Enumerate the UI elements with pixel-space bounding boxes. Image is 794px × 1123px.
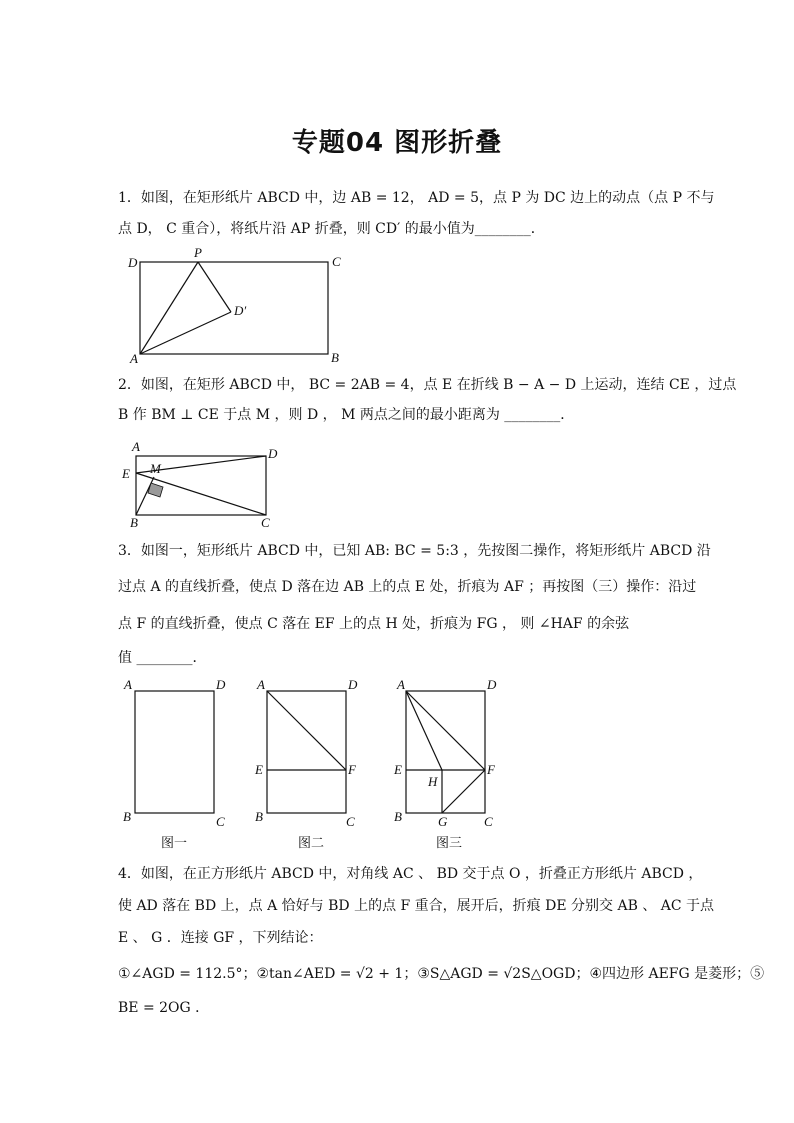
label-d: D <box>128 255 138 270</box>
problem-3-line-1: 3．如图一，矩形纸片 ABCD 中，已知 AB: BC = 5:3 ，先按图二操作，将矩形纸片 ABCD 沿 <box>118 543 711 559</box>
figure-3-fold-af <box>406 691 485 770</box>
fig1-label-d: D <box>216 677 226 692</box>
label-a: A <box>132 439 140 454</box>
problem-4-line-1: 4．如图，在正方形纸片 ABCD 中，对角线 AC 、 BD 交于点 O ，折叠正方形纸片 ABCD ， <box>118 866 703 882</box>
fig1-label-c: C <box>216 814 225 829</box>
fig2-label-b: B <box>255 809 263 824</box>
page-title: 专题04 图形折叠 <box>291 128 503 158</box>
label-c: C <box>261 515 270 530</box>
label-p: P <box>194 245 202 260</box>
problem-4-line-3: E 、 G ．连接 GF ，下列结论： <box>118 930 323 946</box>
fig1-label-a: A <box>124 677 132 692</box>
right-angle-mark <box>148 483 163 497</box>
problem-4-line-2: 使 AD 落在 BD 上，点 A 恰好与 BD 上的点 F 重合，展开后，折痕 DE 分别交 AB 、 AC 于点 <box>118 898 715 914</box>
fig3-label-e: E <box>394 762 402 777</box>
problem-1-figure <box>118 245 348 370</box>
figure-3-rectangle <box>406 691 485 813</box>
fig1-label-b: B <box>123 809 131 824</box>
problem-4-line-4: ①∠AGD = 112.5°；②tan∠AED = √2 + 1；③S△AGD = √2S△OGD；④四边形 AEFG 是菱形；⑤ <box>118 966 765 982</box>
caption-figure-2: 图二 <box>298 835 325 850</box>
fig3-label-c: C <box>484 814 493 829</box>
fig3-label-f: F <box>487 762 495 777</box>
figure-2-fold-af <box>267 691 346 770</box>
caption-figure-3: 图三 <box>436 835 463 850</box>
problem-1-line-2: 点 D， C 重合），将纸片沿 AP 折叠，则 CD′ 的最小值为________． <box>118 221 545 237</box>
fig2-label-a: A <box>257 677 265 692</box>
fig3-label-g: G <box>438 814 448 829</box>
caption-figure-1: 图一 <box>161 835 188 850</box>
label-d: D <box>268 446 278 461</box>
fig3-label-b: B <box>394 809 402 824</box>
problem-3-line-4: 值 ________． <box>118 650 207 666</box>
problem-3-figures <box>118 675 518 855</box>
problem-2-line-1: 2．如图，在矩形 ABCD 中， BC = 2AB = 4，点 E 在折线 B − A − D 上运动，连结 CE ，过点 <box>118 377 737 393</box>
problem-3-line-3: 点 F 的直线折叠，使点 C 落在 EF 上的点 H 处，折痕为 FG ， 则 ∠HAF 的余弦 <box>118 616 630 632</box>
label-b: B <box>331 350 339 365</box>
fig2-label-e: E <box>255 762 263 777</box>
fig2-label-d: D <box>348 677 358 692</box>
figure-2-rectangle <box>267 691 346 813</box>
fig3-label-d: D <box>487 677 497 692</box>
problem-1-line-1: 1．如图，在矩形纸片 ABCD 中，边 AB = 12， AD = 5，点 P 为 DC 边上的动点（点 P 不与 <box>118 190 715 206</box>
problem-3-line-2: 过点 A 的直线折叠，使点 D 落在边 AB 上的点 E 处，折痕为 AF ；再按图（三）操作：沿过 <box>118 579 697 595</box>
label-a: A <box>130 351 138 366</box>
fig2-label-c: C <box>346 814 355 829</box>
problem-4-line-5: BE = 2OG ． <box>118 1000 210 1016</box>
label-m: M <box>150 461 161 476</box>
label-c: C <box>332 254 341 269</box>
figure-3-fold-fg <box>442 770 485 813</box>
fig3-label-h: H <box>428 774 438 789</box>
problem-2-figure <box>118 440 288 532</box>
fig2-label-f: F <box>348 762 356 777</box>
problem-2-line-2: B 作 BM ⊥ CE 于点 M ，则 D ， M 两点之间的最小距离为 ________． <box>118 407 575 423</box>
segment-pd1 <box>198 262 231 312</box>
fig3-label-a: A <box>397 677 405 692</box>
figure-3-segment-ah <box>406 691 442 770</box>
label-e: E <box>122 466 130 481</box>
figure-1-rectangle <box>135 691 214 813</box>
label-d-prime: D′ <box>234 303 247 318</box>
label-b: B <box>130 515 138 530</box>
